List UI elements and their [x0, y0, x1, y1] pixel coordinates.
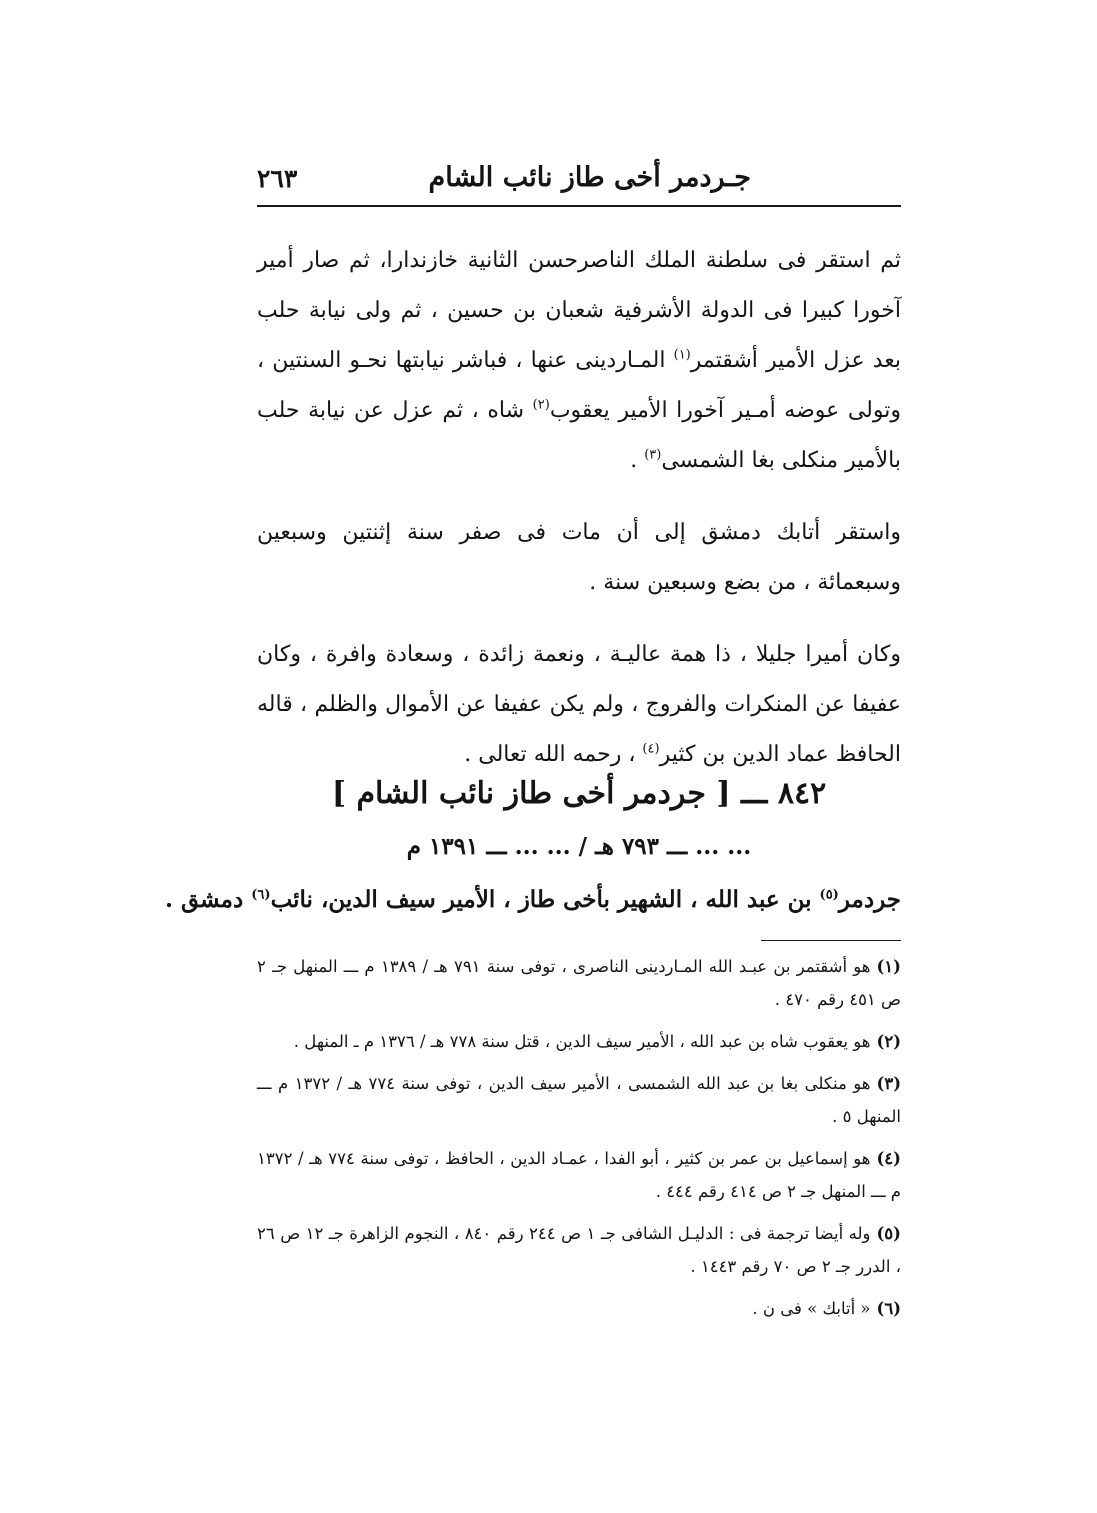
header-rule [257, 205, 901, 207]
footnote-marker: (٦) [251, 887, 271, 903]
footnote-item [257, 1142, 901, 1208]
footnote-marker: (١) [673, 347, 691, 363]
text-run: جردمر [838, 886, 901, 913]
footnote-number: (٥) [876, 1224, 901, 1243]
footnote-item [257, 950, 901, 1016]
paragraph-2 [257, 508, 901, 608]
footnote-separator [761, 940, 901, 941]
footnote-marker: (٣) [644, 447, 662, 463]
text-run: شاه ، ثم عزل عن نيابة حلب بالأمير منكلى بغا الشمسى [257, 398, 901, 473]
footnote-number: (٣) [876, 1074, 901, 1093]
paragraph-3 [257, 630, 901, 780]
main-text [257, 236, 901, 802]
footnote-text: هو منكلى بغا بن عبد الله الشمسى ، الأمير سيف الدين ، توفى سنة ٧٧٤ هـ / ١٣٧٢ م ـــ المنهل ٥ . [257, 1074, 901, 1126]
entry-first-line [164, 878, 901, 922]
footnote-number: (٤) [876, 1149, 901, 1168]
running-header [257, 158, 901, 198]
footnote-number: (٦) [876, 1299, 901, 1318]
text-run: ثم استقر فى سلطنة الملك الناصرحسن الثانية خازندارا، ثم صار أمير آخورا كبيرا فى الدولة الأشرفية شعبان بن حسين ، ثم ولى نيابة حلب بعد عزل الأمير أشقتمر [257, 248, 901, 373]
footnote-item [257, 1025, 901, 1058]
footnote-text: « أتابك » فى ن . [752, 1299, 871, 1318]
footnote-item [257, 1067, 901, 1133]
page-number: ٢٦٣ [257, 164, 298, 193]
entry-dates: ... ... ـــ ٧٩٣ هـ / ... ... ـــ ١٣٩١ م [406, 833, 752, 860]
footnote-text: هو إسماعيل بن عمر بن كثير ، أبو الفدا ، عمـاد الدين ، الحافظ ، توفى سنة ٧٧٤ هـ / ١٣٧٢ م ـــ المنهل جـ ٢ ص ٤١٤ رقم ٤٤٤ . [257, 1149, 901, 1201]
text-run: ، رحمه الله تعالى . [464, 742, 643, 767]
text-run: دمشق . [164, 886, 252, 913]
footnotes [257, 950, 901, 1334]
footnote-number: (٢) [876, 1032, 901, 1051]
footnote-text: هو أشقتمر بن عبـد الله المـاردينى الناصرى ، توفى سنة ٧٩١ هـ / ١٣٨٩ م ـــ المنهل جـ ٢ ص ٤٥١ رقم ٤٧٠ . [257, 957, 901, 1009]
text-run: المـاردينى عنها ، فباشر نيابتها نحـو السنتين ، وتولى عوضه أمـير آخورا الأمير يعقوب [257, 348, 901, 423]
footnote-marker: (٢) [532, 397, 550, 413]
footnote-text: وله أيضا ترجمة فى : الدليـل الشافى جـ ١ ص ٢٤٤ رقم ٨٤٠ ، النجوم الزاهرة جـ ١٢ ص ٢٦ ، الدرر جـ ٢ ص ٧٠ رقم ١٤٤٣ . [257, 1224, 901, 1276]
text-run: وكان أميرا جليلا ، ذا همة عاليـة ، ونعمة زائدة ، وسعادة وافرة ، وكان عفيفا عن المنكرات والفروج ، ولم يكن عفيفا عن الأموال والظلم ، قاله الحافظ عماد الدين بن كثير [257, 642, 901, 767]
header-title: جـردمر أخى طاز نائب الشام [428, 162, 751, 193]
paragraph-1 [257, 236, 901, 486]
text-run: . [630, 448, 645, 473]
entry-heading: ٨٤٢ ـــ [ جردمر أخى طاز نائب الشام ] [331, 776, 827, 811]
footnote-marker: (٤) [642, 741, 660, 757]
footnote-number: (١) [876, 957, 901, 976]
text-run: بن عبد الله ، الشهير بأخى طاز ، الأمير سيف الدين، نائب [270, 886, 820, 913]
footnote-item [257, 1217, 901, 1283]
footnote-marker: (٥) [819, 887, 839, 903]
text-run: واستقر أتابك دمشق إلى أن مات فى صفر سنة إثنتين وسبعين وسبعمائة ، من بضع وسبعين سنة . [257, 520, 901, 595]
footnote-text: هو يعقوب شاه بن عبد الله ، الأمير سيف الدين ، قتل سنة ٧٧٨ هـ / ١٣٧٦ م ـ المنهل . [293, 1032, 871, 1051]
footnote-item [257, 1292, 901, 1325]
